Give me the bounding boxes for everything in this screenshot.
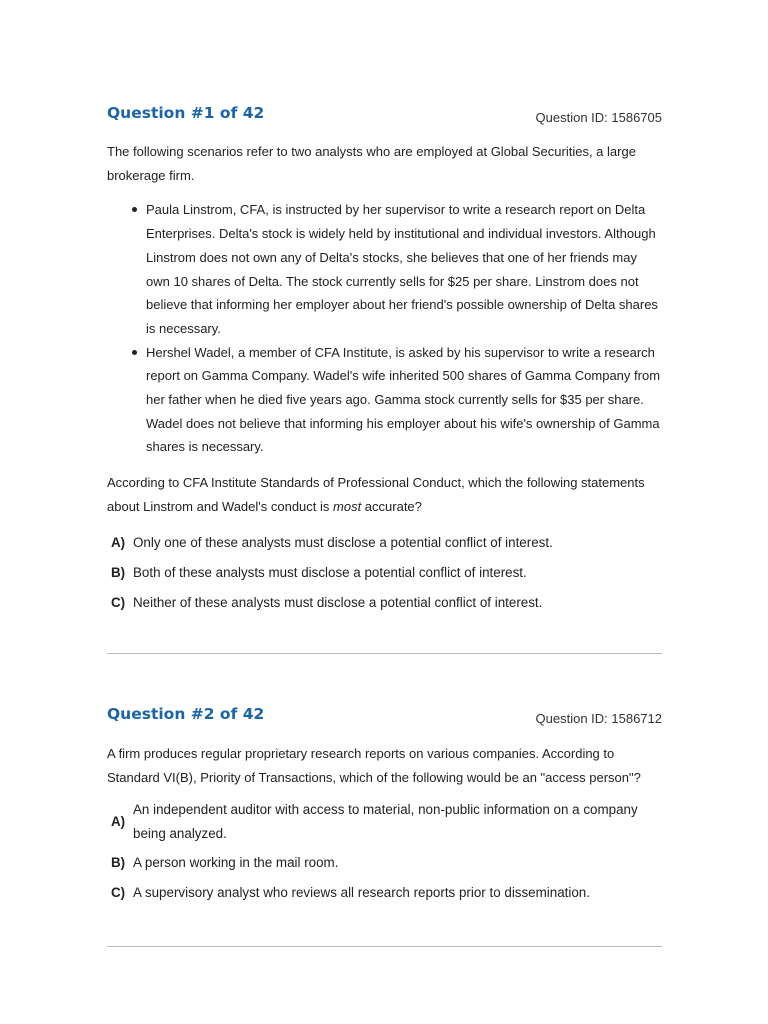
choice-text: A person working in the mail room. <box>133 855 339 871</box>
answer-choice-a[interactable] <box>107 798 662 846</box>
choice-letter: B) <box>111 855 126 871</box>
choice-letter: A) <box>111 534 126 550</box>
question-intro: The following scenarios refer to two analysts who are employed at Global Securities, a large brokerage firm. <box>107 144 636 183</box>
question-header <box>107 104 662 134</box>
bullet-icon <box>132 350 137 355</box>
question-1 <box>107 104 662 615</box>
answer-choice-c[interactable] <box>107 881 662 905</box>
question-stem <box>107 471 662 518</box>
scenario-text: Paula Linstrom, CFA, is instructed by her supervisor to write a research report on Delta Enterprises. Delta's stock is widely held by institutional and individual investors. Although Linstrom does not own any of Delta's stocks, she believes that one of her friends may own 10 shares of Delta. The stock currently sells for $25 per share. Linstrom does not believe that informing her employer about her friend's possible ownership of Delta shares is necessary. <box>146 202 658 336</box>
choice-text: Both of these analysts must disclose a potential conflict of interest. <box>133 564 527 580</box>
answer-choice-a[interactable] <box>107 531 662 555</box>
question-header <box>107 705 662 735</box>
answer-choice-b[interactable] <box>107 561 662 585</box>
scenario-text: Hershel Wadel, a member of CFA Institute, is asked by his supervisor to write a research report on Gamma Company. Wadel's wife inherited 500 shares of Gamma Company from her father when he died five years ago. Gamma stock currently sells for $35 per share. Wadel does not believe that informing his employer about his wife's ownership of Gamma shares is necessary. <box>146 344 661 455</box>
section-divider <box>107 653 662 654</box>
list-item <box>107 341 662 460</box>
question-title: Question #1 of 42 <box>107 104 265 122</box>
choice-text: A supervisory analyst who reviews all research reports prior to dissemination. <box>133 885 590 901</box>
answer-choice-b[interactable] <box>107 851 662 875</box>
stem-emphasis: most <box>333 498 362 514</box>
scenario-list <box>107 198 662 459</box>
choice-letter: A) <box>111 814 126 830</box>
question-id: Question ID: 1586705 <box>535 110 662 125</box>
bullet-icon <box>132 207 137 212</box>
choice-text: An independent auditor with access to material, non-public information on a company being analyzed. <box>133 802 638 842</box>
choice-text: Neither of these analysts must disclose a potential conflict of interest. <box>133 594 543 610</box>
question-id: Question ID: 1586712 <box>535 711 662 726</box>
answer-choices <box>107 531 662 615</box>
question-title: Question #2 of 42 <box>107 705 265 723</box>
choice-letter: B) <box>111 564 126 580</box>
stem-text-end: accurate? <box>361 498 422 514</box>
section-divider <box>107 946 662 947</box>
answer-choices <box>107 798 662 905</box>
question-intro: A firm produces regular proprietary research reports on various companies. According to Standard VI(B), Priority of Transactions, which of the following would be an "access person"? <box>107 746 641 785</box>
choice-letter: C) <box>111 885 126 901</box>
question-2 <box>107 705 662 905</box>
stem-text: According to CFA Institute Standards of Professional Conduct, which the following statements about Linstrom and Wadel's conduct is <box>107 475 645 514</box>
answer-choice-c[interactable] <box>107 591 662 615</box>
choice-letter: C) <box>111 594 126 610</box>
choice-text: Only one of these analysts must disclose a potential conflict of interest. <box>133 534 553 550</box>
list-item <box>107 198 662 340</box>
